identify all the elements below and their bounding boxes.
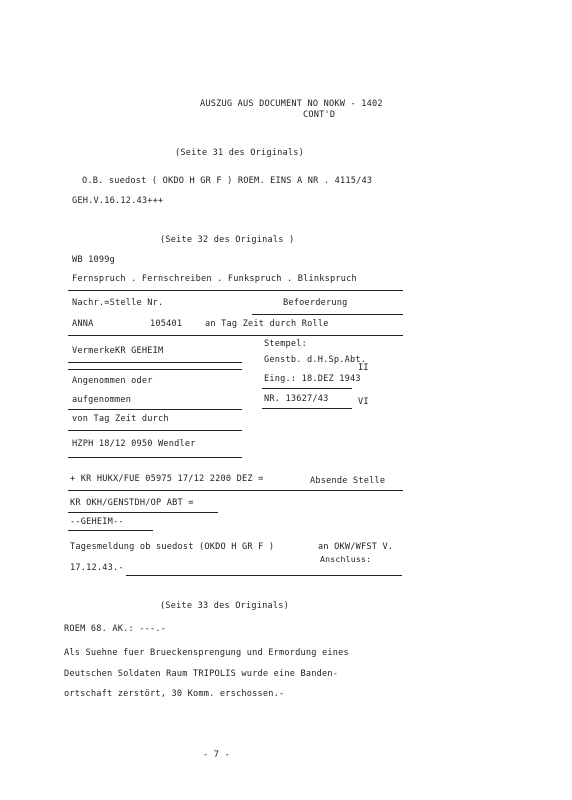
okh-line: KR OKH/GENSTDH/OP ABT = [70,498,194,508]
roman-ii: II [358,363,369,373]
report-date: 17.12.43.- [70,563,124,573]
kr-rule [68,490,403,491]
genstb-label: Genstb. d.H.Sp.Abt. [264,355,367,365]
an-tag-zeit-label: an Tag Zeit durch Rolle [205,319,329,329]
aufgenommen-label: aufgenommen [72,395,132,405]
document-cont: CONT'D [303,110,336,120]
von-tag-label: von Tag Zeit durch [72,414,169,424]
eingang-number: NR. 13627/43 [264,394,329,404]
geheim-mark: --GEHEIM-- [70,517,124,527]
von-rule [68,430,242,431]
section-heading-32: (Seite 32 des Originals ) [160,235,295,245]
eingang-rule [262,388,352,389]
document-title: AUSZUG AUS DOCUMENT NO NOKW - 1402 [200,99,383,109]
body-line-3: ortschaft zerstört, 30 Komm. erschossen.- [64,689,285,699]
roem-ak: ROEM 68. AK.: ---.- [64,624,167,634]
kr-routing-line: + KR HUKX/FUE 05975 17/12 2200 DEZ = [70,474,264,484]
s31-line1: O.B. suedost ( OKDO H GR F ) ROEM. EINS A NR . 4115/43 [82,176,373,186]
nr-eing-rule [262,408,352,409]
wb-number: WB 1099g [72,255,115,265]
anna-label: ANNA [72,319,94,329]
body-line-1: Als Suehne fuer Brueckensprengung und Ermordung eines [64,648,349,658]
transmission-modes: Fernspruch . Fernschreiben . Funkspruch . Blinkspruch [72,274,357,284]
an-rule [68,335,403,336]
vermerke-rule-2 [68,369,242,370]
befoerderung-rule [252,314,403,315]
nr-value: 105401 [150,319,183,329]
anschluss-label: Anschluss: [320,554,372,564]
page-number: - 7 - [203,750,230,760]
body-line-2: Deutschen Soldaten Raum TRIPOLIS wurde eine Banden- [64,669,339,679]
section-heading-33: (Seite 33 des Originals) [160,601,289,611]
roman-vi: VI [358,397,369,407]
nachr-stelle-label: Nachr.=Stelle Nr. [72,298,164,308]
befoerderung-label: Befoerderung [283,298,348,308]
absende-stelle: Absende Stelle [310,476,386,486]
hzph-rule [68,457,242,458]
okw-recipient: an OKW/WFST V. [318,542,394,552]
vermerke-label: VermerkeKR GEHEIM [72,346,164,356]
okh-rule [68,512,218,513]
aufgenommen-rule [68,409,242,410]
geheim-rule [68,530,153,531]
modes-rule [68,290,403,291]
hzph-entry: HZPH 18/12 0950 Wendler [72,439,196,449]
vermerke-rule-1 [68,362,242,363]
tagesmeldung: Tagesmeldung ob suedost (OKDO H GR F ) [70,542,275,552]
s31-line2: GEH.V.16.12.43+++ [72,196,164,206]
date-rule [126,575,402,576]
angenommen-label: Angenommen oder [72,376,153,386]
eingang-date: Eing.: 18.DEZ 1943 [264,374,361,384]
section-heading-31: (Seite 31 des Originals) [175,148,304,158]
stempel-label: Stempel: [264,339,307,349]
